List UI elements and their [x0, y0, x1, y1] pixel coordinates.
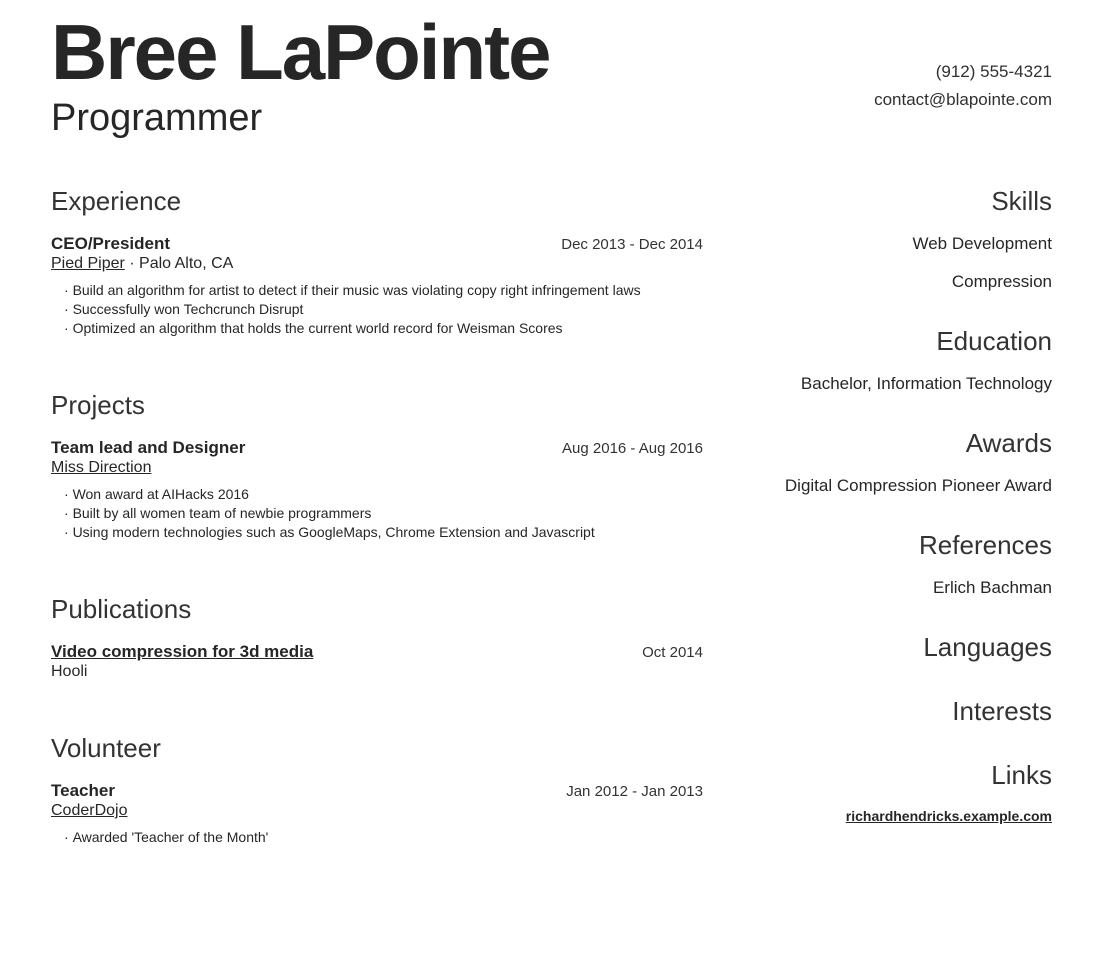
entry-date: Jan 2012 - Jan 2013 — [566, 783, 703, 800]
publication-entry — [51, 642, 703, 681]
bullet-item: · Optimized an algorithm that holds the current world record for Weisman Scores — [64, 319, 703, 338]
section-awards — [703, 428, 1052, 496]
section-heading-skills: Skills — [991, 186, 1052, 216]
entry-title: Teacher — [51, 781, 115, 800]
bullet-list — [51, 828, 703, 847]
website-link[interactable]: richardhendricks.example.com — [845, 808, 1052, 824]
entry-head — [51, 642, 703, 662]
section-skills — [703, 186, 1052, 292]
award-item: Digital Compression Pioneer Award — [784, 476, 1052, 495]
org-link[interactable]: Miss Direction — [51, 459, 152, 476]
bullet-item: · Won award at AIHacks 2016 — [64, 485, 703, 504]
contact-block — [874, 12, 1052, 114]
entry-head — [51, 438, 703, 458]
section-links — [703, 760, 1052, 824]
section-heading-references: References — [919, 530, 1052, 560]
bullet-item: · Built by all women team of newbie programmers — [64, 504, 703, 523]
entry-org-line — [51, 662, 703, 681]
section-interests — [703, 696, 1052, 726]
person-name: Bree LaPointe — [51, 8, 550, 96]
left-column — [51, 186, 703, 899]
bullet-list — [51, 485, 703, 542]
entry-org-line — [51, 458, 703, 477]
education-item: Bachelor, Information Technology — [800, 374, 1052, 393]
bullet-item: · Using modern technologies such as GoogleMaps, Chrome Extension and Javascript — [64, 523, 703, 542]
entry-head — [51, 234, 703, 254]
section-languages — [703, 632, 1052, 662]
section-heading-projects: Projects — [51, 390, 145, 420]
skill-item: Web Development — [912, 234, 1052, 253]
publisher-name: Hooli — [51, 663, 88, 680]
right-column — [703, 186, 1052, 899]
entry-date: Oct 2014 — [642, 644, 703, 661]
entry-date: Dec 2013 - Dec 2014 — [561, 236, 703, 253]
resume-body — [51, 186, 1052, 899]
name-block — [51, 8, 550, 140]
section-projects — [51, 390, 703, 542]
contact-phone: (912) 555-4321 — [935, 62, 1052, 81]
section-heading-experience: Experience — [51, 186, 182, 216]
experience-entry — [51, 234, 703, 338]
bullet-item: · Build an algorithm for artist to detect if their music was violating copy right infringement laws — [64, 281, 703, 300]
section-heading-volunteer: Volunteer — [51, 733, 161, 763]
entry-org-line — [51, 254, 703, 273]
volunteer-entry — [51, 781, 703, 847]
resume-header — [51, 8, 1052, 140]
section-references — [703, 530, 1052, 598]
bullet-item: · Successfully won Techcrunch Disrupt — [64, 300, 703, 319]
section-heading-interests: Interests — [952, 696, 1052, 726]
section-experience — [51, 186, 703, 338]
bullet-item: · Awarded 'Teacher of the Month' — [64, 828, 703, 847]
contact-email: contact@blapointe.com — [874, 90, 1052, 109]
section-heading-awards: Awards — [965, 428, 1052, 458]
section-heading-education: Education — [936, 326, 1052, 356]
org-link[interactable]: Pied Piper — [51, 255, 125, 272]
section-volunteer — [51, 733, 703, 847]
entry-head — [51, 781, 703, 801]
entry-org-line — [51, 801, 703, 820]
entry-date: Aug 2016 - Aug 2016 — [562, 440, 703, 457]
skill-item: Compression — [951, 272, 1052, 291]
section-education — [703, 326, 1052, 394]
section-heading-languages: Languages — [923, 632, 1052, 662]
bullet-list — [51, 281, 703, 338]
entry-title: Team lead and Designer — [51, 438, 246, 457]
reference-item: Erlich Bachman — [932, 578, 1052, 597]
person-job-title: Programmer — [51, 97, 263, 139]
org-location: · Palo Alto, CA — [124, 255, 234, 272]
section-publications — [51, 594, 703, 681]
org-link[interactable]: CoderDojo — [51, 802, 128, 819]
section-heading-publications: Publications — [51, 594, 192, 624]
entry-title: CEO/President — [51, 234, 171, 253]
project-entry — [51, 438, 703, 542]
publication-title-link[interactable]: Video compression for 3d media — [51, 642, 314, 661]
section-heading-links: Links — [991, 760, 1052, 790]
link-item — [703, 808, 1052, 824]
